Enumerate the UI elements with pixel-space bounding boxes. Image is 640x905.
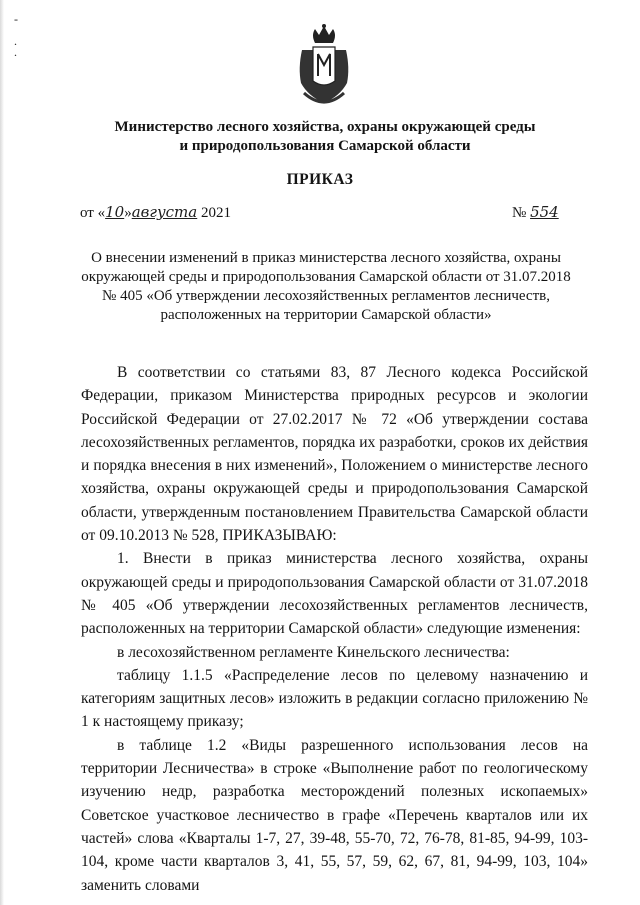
date-day-handwritten: 10 <box>105 203 125 221</box>
paragraph-table-1-1-5: таблицу 1.1.5 «Распределение лесов по целевому назначению и категориям защитных лесов» изложить в редакции согласно приложению № 1 к настоящему приказу; <box>81 666 588 731</box>
paragraph-preamble: В соответствии со статьями 83, 87 Лесного кодекса Российской Федерации, приказом Министерства природных ресурсов и экологии Российской Федерации от 27.02.2017 № 72 «Об утверждении состава лесохозяйственных регламентов, порядка их разработки, сроков их действия и порядка внесения в них изменений», Положением о министерстве лесного хозяйства, охраны окружающей среды и природопользования Самарской области, утвержденным постановлением Правительства Самарской области от 09.10.2013 № 528, ПРИКАЗЫВАЮ: <box>81 364 588 545</box>
subject-line2: окружающей среды и природопользования Самарской области от 31.07.2018 <box>81 269 571 285</box>
number-prefix: № <box>512 205 531 221</box>
subject-line1: О внесении изменений в приказ министерства лесного хозяйства, охраны <box>91 250 561 266</box>
coat-of-arms-emblem <box>295 23 353 109</box>
date-prefix: от « <box>80 205 106 221</box>
order-number <box>512 203 559 222</box>
scan-left-edge <box>0 0 4 905</box>
ministry-name-line2: и природопользования Самарской области <box>179 138 471 154</box>
order-title: ПРИКАЗ <box>286 171 354 188</box>
order-body <box>81 361 588 897</box>
paragraph-table-1-2: в таблице 1.2 «Виды разрешенного использования лесов на территории Лесничества» в строке «Выполнение работ по геологическому изучению недр, разработка месторождений полезных ископаемых» Советское участковое лесничество в графе «Перечень кварталов или их частей» слова «Кварталы 1-7, 27, 39-48, 55-70, 72, 76-78, 81-85, 94-99, 103-104, кроме части кварталов 3, 41, 55, 57, 59, 62, 67, 81, 94-99, 103, 104» заменить словами <box>81 736 588 894</box>
number-value-handwritten: 554 <box>530 203 559 221</box>
ministry-name-line1: Министерство лесного хозяйства, охраны окружающей среды <box>114 119 536 135</box>
paragraph-item-1: 1. Внести в приказ министерства лесного хозяйства, охраны окружающей среды и природопользования Самарской области от 31.07.2018 № 405 «Об утверждении лесохозяйственных регламентов лесничеств, расположенных на территории Самарской области» следующие изменения: <box>81 550 588 638</box>
date-year: 2021 <box>197 205 231 221</box>
order-date <box>80 203 231 222</box>
date-month-handwritten: августа <box>131 203 198 221</box>
date-mid: » <box>124 205 132 221</box>
paragraph-kinel-regulation: в лесохозяйственном регламенте Кинельского лесничества: <box>117 643 510 661</box>
scan-margin-marks: - . . <box>14 12 18 59</box>
ministry-name <box>60 118 590 156</box>
subject-line3: № 405 «Об утверждении лесохозяйственных регламентов лесничеств, <box>102 288 550 304</box>
subject-line4: расположенных на территории Самарской области» <box>160 307 492 323</box>
order-subject <box>70 249 582 325</box>
